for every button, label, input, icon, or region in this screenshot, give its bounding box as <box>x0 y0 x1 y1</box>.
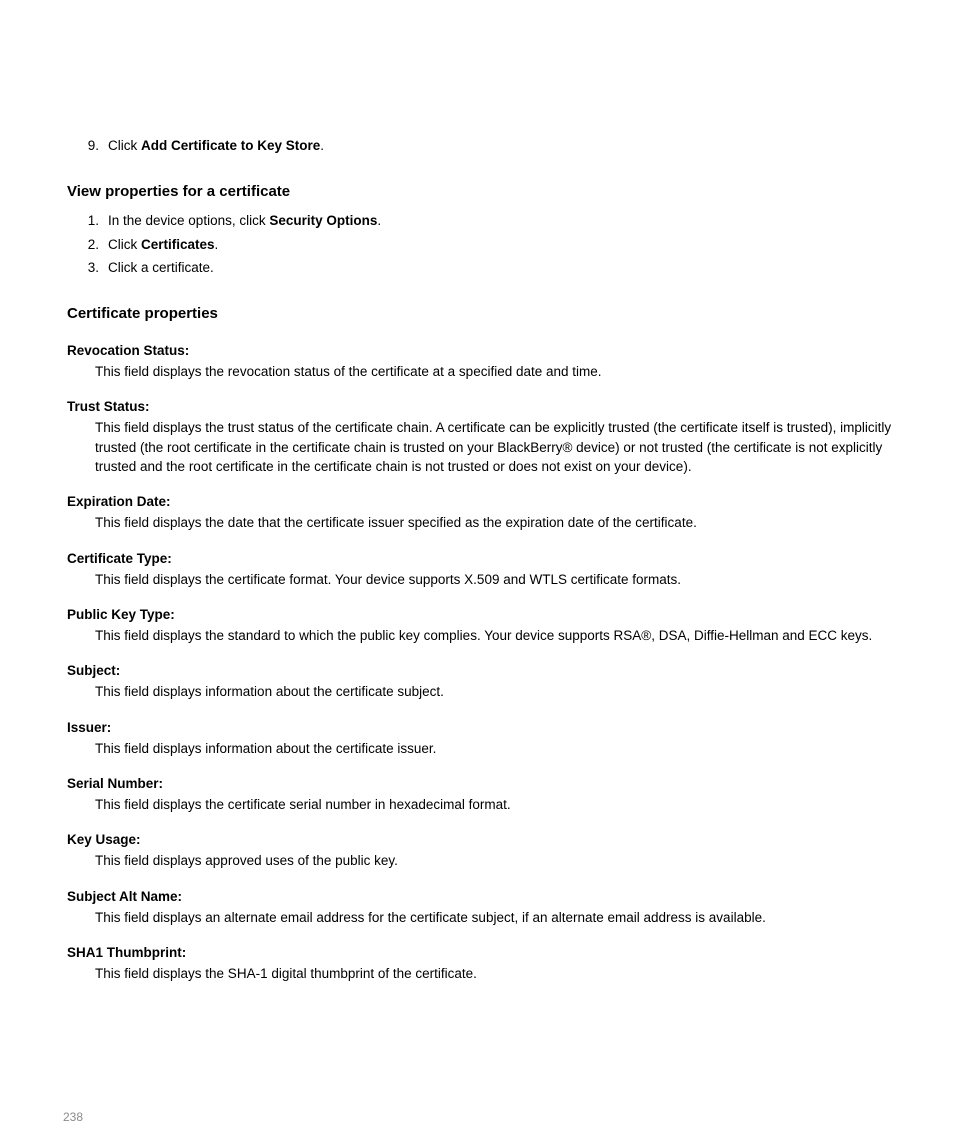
section-heading-view-properties: View properties for a certificate <box>67 183 291 200</box>
property-term: Subject: <box>67 663 121 678</box>
property-term: Subject Alt Name: <box>67 889 183 904</box>
property-description: This field displays information about the certificate issuer. <box>95 741 437 756</box>
property-term: Revocation Status: <box>67 343 190 358</box>
page-number: 238 <box>63 1110 84 1124</box>
property-description: This field displays the certificate serial number in hexadecimal format. <box>95 797 511 812</box>
property-description: This field displays an alternate email address for the certificate subject, if an alternate email address is available. <box>95 910 766 925</box>
property-term: Public Key Type: <box>67 607 175 622</box>
property-description: This field displays the date that the certificate issuer specified as the expiration date of the certificate. <box>95 515 697 530</box>
step-text: In the device options, click Security Options. <box>108 213 382 228</box>
step-number: 1. <box>87 213 99 228</box>
property-description: This field displays approved uses of the public key. <box>95 853 398 868</box>
property-description: This field displays the trust status of the certificate chain. A certificate can be explicitly trusted (the certificate itself is trusted), implicitly trusted (the root certificate in the certificate chain is trusted on your BlackBerry® device) or not trusted (the certificate is not explicitly trusted and the root certificate in the certificate chain is not trusted or does not exist on your device). <box>95 420 892 474</box>
property-description: This field displays the SHA-1 digital thumbprint of the certificate. <box>95 966 477 981</box>
property-term: Certificate Type: <box>67 551 172 566</box>
step-number: 3. <box>87 260 99 275</box>
step-text: Click Add Certificate to Key Store. <box>108 138 325 153</box>
property-term: Serial Number: <box>67 776 164 791</box>
property-term: Expiration Date: <box>67 494 171 509</box>
property-term: SHA1 Thumbprint: <box>67 945 187 960</box>
property-description: This field displays the standard to which the public key complies. Your device supports RSA®, DSA, Diffie-Hellman and ECC keys. <box>95 628 873 643</box>
step-number: 2. <box>87 237 99 252</box>
property-description: This field displays the revocation status of the certificate at a specified date and time. <box>95 364 602 379</box>
property-term: Issuer: <box>67 720 112 735</box>
section-heading-certificate-properties: Certificate properties <box>67 305 218 322</box>
property-description: This field displays information about the certificate subject. <box>95 684 444 699</box>
property-term: Key Usage: <box>67 832 141 847</box>
property-term: Trust Status: <box>67 399 150 414</box>
step-text: Click Certificates. <box>108 237 219 252</box>
property-description: This field displays the certificate format. Your device supports X.509 and WTLS certificate formats. <box>95 572 682 587</box>
step-number: 9. <box>87 138 99 153</box>
step-text: Click a certificate. <box>108 260 214 275</box>
